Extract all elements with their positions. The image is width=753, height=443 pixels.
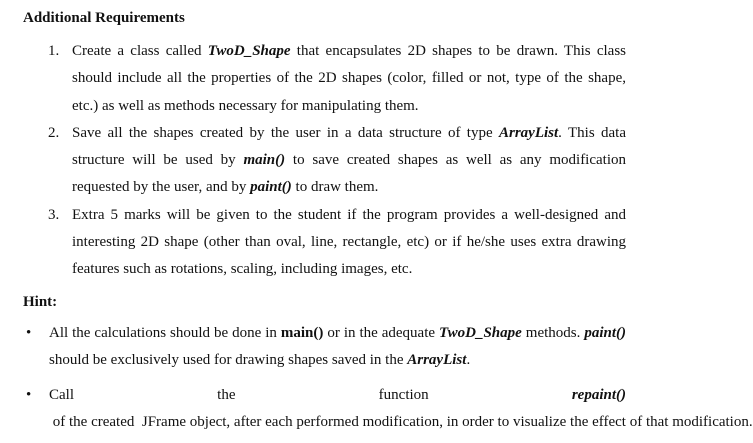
requirement-number: 3. (48, 206, 60, 223)
hint-text: of the created JFrame object, after each performed modification, in order to visualize the effect of that modification. (49, 413, 753, 430)
requirement-text: to save created shapes as well as any modification requested by the user, and by (72, 152, 627, 196)
code-term: TwoD_Shape (439, 325, 522, 341)
code-term: ArrayList (407, 352, 467, 369)
code-term: repaint() (571, 386, 626, 403)
hint-text: . (466, 352, 471, 369)
section-heading-additional-requirements: Additional Requirements (23, 10, 185, 26)
code-term: TwoD_Shape (207, 43, 291, 59)
requirement-text: to draw them. (291, 179, 379, 196)
requirements-list (0, 38, 635, 284)
code-term: paint() (584, 325, 626, 341)
requirement-number: 1. (48, 43, 60, 59)
hint-text: methods. (521, 325, 585, 341)
requirement-text: that encapsulates 2D shapes to be drawn. This class should include all the properties of the 2D shapes (color, filled or not, type of the shape, etc.) as well as methods necessary for manipulating them. (72, 43, 626, 114)
requirement-number: 2. (48, 124, 60, 141)
hint-text: should be exclusively used for drawing shapes saved in the (49, 352, 408, 369)
requirement-text: Extra 5 marks will be given to the student if the program provides a well-designed and interesting 2D shape (other than oval, line, rectangle, etc) or if he/she uses extra drawing features such as rotations, scaling, including images, etc. (72, 206, 626, 278)
requirement-item-2 (0, 120, 635, 202)
bullet-icon: • (26, 325, 32, 341)
requirement-item-3 (0, 202, 635, 284)
code-term: main() (280, 325, 324, 341)
requirement-text: Save all the shapes created by the user in a data structure of type (72, 124, 499, 141)
code-term: ArrayList (498, 124, 559, 141)
hint-text: All the calculations should be done in (49, 325, 281, 341)
code-term: main() (243, 152, 286, 169)
bullet-icon: • (26, 386, 32, 403)
hint-item-1 (0, 320, 635, 375)
hint-text: or in the adequate (323, 325, 440, 341)
section-heading-hint: Hint: (23, 294, 58, 310)
code-term: paint() (250, 179, 292, 196)
hint-text: Call the function (49, 386, 572, 403)
requirement-item-1 (0, 38, 635, 120)
requirement-text: Create a class called (72, 43, 208, 59)
requirement-text: . This data structure will be used by (72, 124, 626, 169)
hints-list (0, 320, 753, 443)
hint-item-2 (0, 382, 753, 437)
